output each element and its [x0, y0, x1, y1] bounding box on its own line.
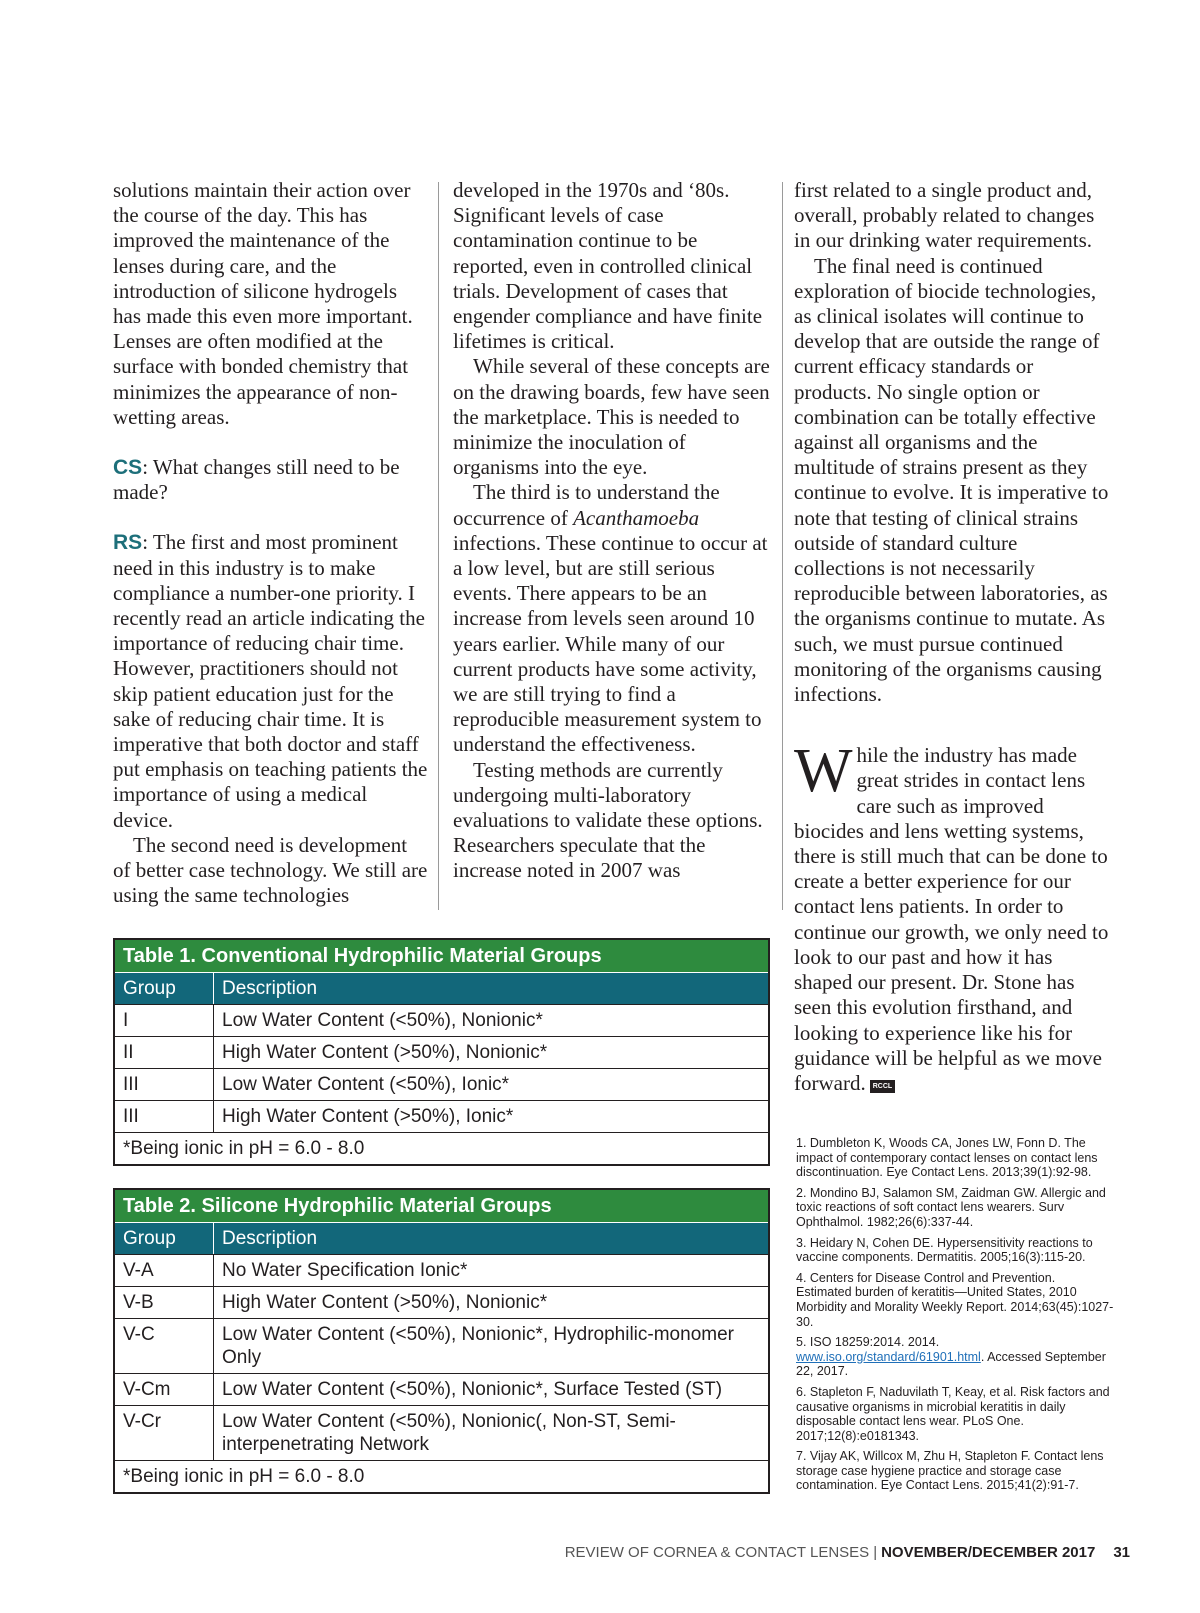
table-row — [115, 1405, 768, 1460]
description-cell: Low Water Content (<50%), Nonionic*, Surface Tested (ST) — [213, 1374, 768, 1405]
end-mark-logo: RCCL — [870, 1080, 895, 1093]
table-footnote: *Being ionic in pH = 6.0 - 8.0 — [115, 1460, 768, 1492]
group-cell: V-C — [123, 1324, 155, 1345]
group-cell: V-Cr — [123, 1411, 161, 1432]
reference-item: 3. Heidary N, Cohen DE. Hypersensitivity reactions to vaccine components. Dermatitis. 2005;16(3):115-20. — [796, 1235, 1093, 1265]
paragraph: Testing methods are currently undergoing multi-laboratory evaluations to validate these options. Researchers speculate that the increase noted in 2007 was — [453, 757, 763, 883]
reference-item: 6. Stapleton F, Naduvilath T, Keay, et al. Risk factors and causative organisms in microbial keratitis in daily disposable contact lens wear. PLoS One. 2017;12(8):e0181343. — [796, 1384, 1110, 1443]
table-header — [115, 972, 768, 1004]
issue-date: NOVEMBER/DECEMBER 2017 — [881, 1544, 1096, 1561]
table-row — [115, 1254, 768, 1286]
journal-name: REVIEW OF CORNEA & CONTACT LENSES — [564, 1544, 870, 1561]
interview-question — [113, 455, 428, 505]
description-cell: High Water Content (>50%), Ionic* — [213, 1101, 768, 1132]
speaker-label: CS — [113, 456, 143, 480]
description-cell: No Water Specification Ionic* — [213, 1255, 768, 1286]
table-row — [115, 1318, 768, 1373]
question-text: : What changes still need to be made? — [113, 455, 400, 505]
text-column-1 — [113, 178, 428, 908]
group-cell: V-A — [123, 1260, 154, 1281]
species-name: Acanthamoeba — [573, 505, 700, 530]
description-cell: Low Water Content (<50%), Nonionic(, Non-ST, Semi-interpenetrating Network — [213, 1406, 768, 1460]
table-title: Table 2. Silicone Hydrophilic Material Groups — [115, 1190, 768, 1222]
page-number: 31 — [1113, 1544, 1130, 1561]
reference-item: 2. Mondino BJ, Salamon SM, Zaidman GW. Allergic and toxic reactions of soft contact lens wearers. Surv Ophthalmol. 1982;26(6):337-44. — [796, 1185, 1106, 1229]
text-column-3 — [794, 178, 1112, 1096]
table-title: Table 1. Conventional Hydrophilic Material Groups — [115, 940, 768, 972]
table-row — [115, 1004, 768, 1036]
text-column-2 — [453, 178, 771, 884]
group-cell: V-B — [123, 1292, 154, 1313]
table-silicone-hydrophilic — [113, 1188, 770, 1494]
reference-link[interactable]: www.iso.org/standard/61901.html — [796, 1349, 981, 1364]
description-cell: High Water Content (>50%), Nonionic* — [213, 1037, 768, 1068]
drop-cap: W — [794, 737, 853, 806]
paragraph: first related to a single product and, overall, probably related to changes in our drinking water requirements. — [794, 178, 1095, 253]
answer-text: : The first and most prominent need in this industry is to make compliance a number-one priority. I recently read an article indicating the importance of reducing chair time. However, practitioners should not skip patient education just for the sake of reducing chair time. It is imperative that both doctor and staff put emphasis on teaching patients the importance of using a medical device. — [113, 530, 428, 832]
table-row — [115, 1036, 768, 1068]
group-cell: III — [123, 1106, 139, 1127]
table-row — [115, 1100, 768, 1132]
table-row — [115, 1373, 768, 1405]
group-cell: I — [123, 1010, 129, 1031]
description-cell: Low Water Content (<50%), Nonionic* — [213, 1005, 768, 1036]
reference-item: 4. Centers for Disease Control and Prevention. Estimated burden of keratitis—United States, 2010 Morbidity and Morality Weekly Report. 2014;63(45):1027-30. — [796, 1270, 1114, 1329]
closing-paragraph: While the industry has made great strides in contact lens care such as improved biocides and lens wetting systems, there is still much that can be done to create a better experience for our contact lens patients. In order to continue our growth, we only need to look to our past and how it has shaped our present. Dr. Stone has seen this evolution firsthand, and looking to experience like his for guidance will be helpful as we move forward. RCCL — [794, 737, 1109, 1095]
column-header-group: Group — [123, 978, 176, 999]
reference-item: 7. Vijay AK, Willcox M, Zhu H, Stapleton F. Contact lens storage case hygiene practice and storage case contamination. Eye Contact Lens. 2015;41(2):91-7. — [796, 1449, 1104, 1493]
interview-answer — [113, 530, 428, 832]
table-row — [115, 1068, 768, 1100]
description-cell: High Water Content (>50%), Nonionic* — [213, 1287, 768, 1318]
table-footnote: *Being ionic in pH = 6.0 - 8.0 — [115, 1132, 768, 1164]
column-divider — [782, 182, 783, 910]
column-header-group: Group — [123, 1228, 176, 1249]
references-list — [796, 1136, 1114, 1499]
paragraph: The third is to understand the occurrence of Acanthamoeba infections. These continue to occur at a low level, but are still serious events. There appears to be an increase from levels seen around 10 years earlier. While many of our current products have some activity, we are still trying to find a reproducible measurement system to understand the effectiveness. — [453, 480, 768, 757]
group-cell: V-Cm — [123, 1379, 171, 1400]
speaker-label: RS — [113, 531, 143, 555]
group-cell: III — [123, 1074, 139, 1095]
column-header-description: Description — [213, 1223, 768, 1254]
paragraph: developed in the 1970s and ‘80s. Significant levels of case contamination continue to be reported, even in controlled clinical trials. Development of cases that engender compliance and have finite lifetimes is critical. — [453, 178, 763, 354]
table-header — [115, 1222, 768, 1254]
description-cell: Low Water Content (<50%), Nonionic*, Hydrophilic-monomer Only — [213, 1319, 768, 1373]
column-header-description: Description — [213, 973, 768, 1004]
table-row — [115, 1286, 768, 1318]
page-footer — [565, 1544, 1130, 1561]
paragraph: The final need is continued exploration of biocide technologies, as clinical isolates will continue to develop that are outside the range of current efficacy standards or products. No single option or combination can be totally effective against all organisms and the multitude of strains present as they continue to evolve. It is imperative to note that testing of clinical strains outside of standard culture collections is not necessarily reproducible between laboratories, as the organisms continue to mutate. As such, we must pursue continued monitoring of the organisms causing infections. — [794, 253, 1109, 707]
table-conventional-hydrophilic — [113, 938, 770, 1166]
footer-separator: | — [873, 1544, 878, 1561]
paragraph: solutions maintain their action over the course of the day. This has improved the maintenance of the lenses during care, and the introduction of silicone hydrogels has made this even more important. Lenses are often modified at the surface with bonded chemistry that minimizes the appearance of non-wetting areas. — [113, 178, 413, 429]
reference-item: 1. Dumbleton K, Woods CA, Jones LW, Fonn D. The impact of contemporary contact lenses on contact lens discontinuation. Eye Contact Lens. 2013;39(1):92-98. — [796, 1136, 1098, 1180]
description-cell: Low Water Content (<50%), Ionic* — [213, 1069, 768, 1100]
paragraph: While several of these concepts are on the drawing boards, few have seen the marketplace. This is needed to minimize the inoculation of organisms into the eye. — [453, 354, 770, 480]
reference-item: 5. ISO 18259:2014. 2014. www.iso.org/standard/61901.html. Accessed September 22, 2017. — [796, 1335, 1106, 1379]
group-cell: II — [123, 1042, 134, 1063]
paragraph: The second need is development of better case technology. We still are using the same technologies — [113, 832, 428, 908]
column-divider — [438, 182, 439, 910]
